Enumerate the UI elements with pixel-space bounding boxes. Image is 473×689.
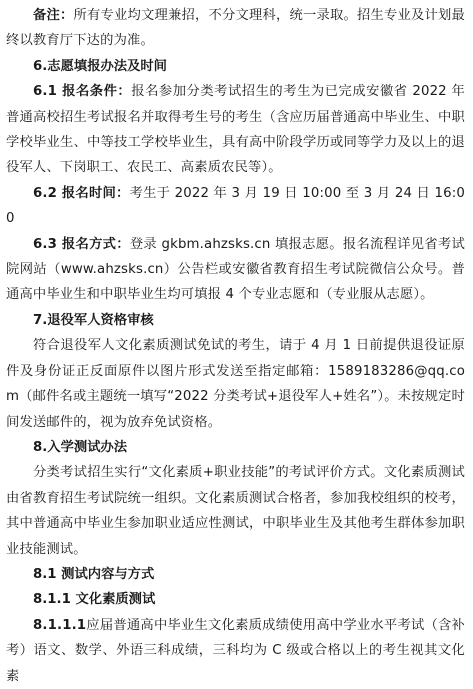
item-6-1-paragraph [6, 79, 465, 181]
item-6-2-label: 6.2 报名时间： [33, 185, 130, 201]
note-text: 所有专业均文理兼招，不分文理科，统一录取。招生专业及计划最终以教育厅下达的为准。 [6, 8, 465, 49]
section-8-paragraph: 分类考试招生实行“文化素质+职业技能”的考试评价方式。文化素质测试由省教育招生考试院统一组织。文化素质测试合格者，参加我校组织的校考，其中普通高中毕业生参加职业适应性测试，中职毕业生及其他考生群体参加职业技能测试。 [6, 465, 465, 557]
item-6-3-text: 登录 gkbm.ahzsks.cn 填报志愿。报名流程详见省考试院网站（www.ahzsks.cn）公告栏或安徽省教育招生考试院微信公众号。普通高中毕业生和中职毕业生均可填报 4 个专业志愿和（专业服从志愿）。 [6, 236, 465, 303]
item-6-2-paragraph [6, 181, 465, 232]
item-8-1-1-1-paragraph [6, 613, 465, 689]
item-6-3-label: 6.3 报名方式： [33, 236, 130, 252]
section-8-1-heading: 8.1 测试内容与方式 [33, 566, 155, 582]
item-8-1-1-1-text: 应届普通高中毕业生文化素质成绩使用高中学业水平考试（含补考）语文、数学、外语三科成绩，三科均为 C 级或合格以上的考生视其文化素 [6, 617, 465, 684]
note-label: 备注： [33, 8, 74, 23]
note-paragraph [6, 3, 465, 54]
item-6-3-paragraph [6, 232, 465, 308]
item-8-1-1-1-label: 8.1.1.1 [33, 617, 87, 633]
section-7-paragraph: 符合退役军人文化素质测试免试的考生，请于 4 月 1 日前提供退役证原件及身份证正反面原件以图片形式发送至指定邮箱：1589183286@qq.com（邮件名或主题统一填写“2022 分类考试+退役军人+姓名”）。未按规定时间发送邮件的，视为放弃免试资格。 [6, 338, 465, 430]
section-7-heading: 7.退役军人资格审核 [33, 312, 154, 328]
item-6-1-label: 6.1 报名条件： [33, 84, 132, 100]
item-6-2-text: 考生于 2022 年 3 月 19 日 10:00 至 3 月 24 日 16:00 [6, 185, 465, 227]
section-6-heading: 6.志愿填报办法及时间 [33, 58, 167, 74]
item-6-1-text: 报名参加分类考试招生的考生为已完成安徽省 2022 年普通高校招生考试报名并取得考生号的考生（含应历届普通高中毕业生、中职学校毕业生、中等技工学校毕业生，具有高中阶段学历或同等学力及以上的退役军人、下岗职工、农民工、高素质农民等）。 [6, 84, 465, 176]
section-8-1-1-heading: 8.1.1 文化素质测试 [33, 592, 156, 608]
section-8-heading: 8.入学测试办法 [33, 439, 128, 455]
